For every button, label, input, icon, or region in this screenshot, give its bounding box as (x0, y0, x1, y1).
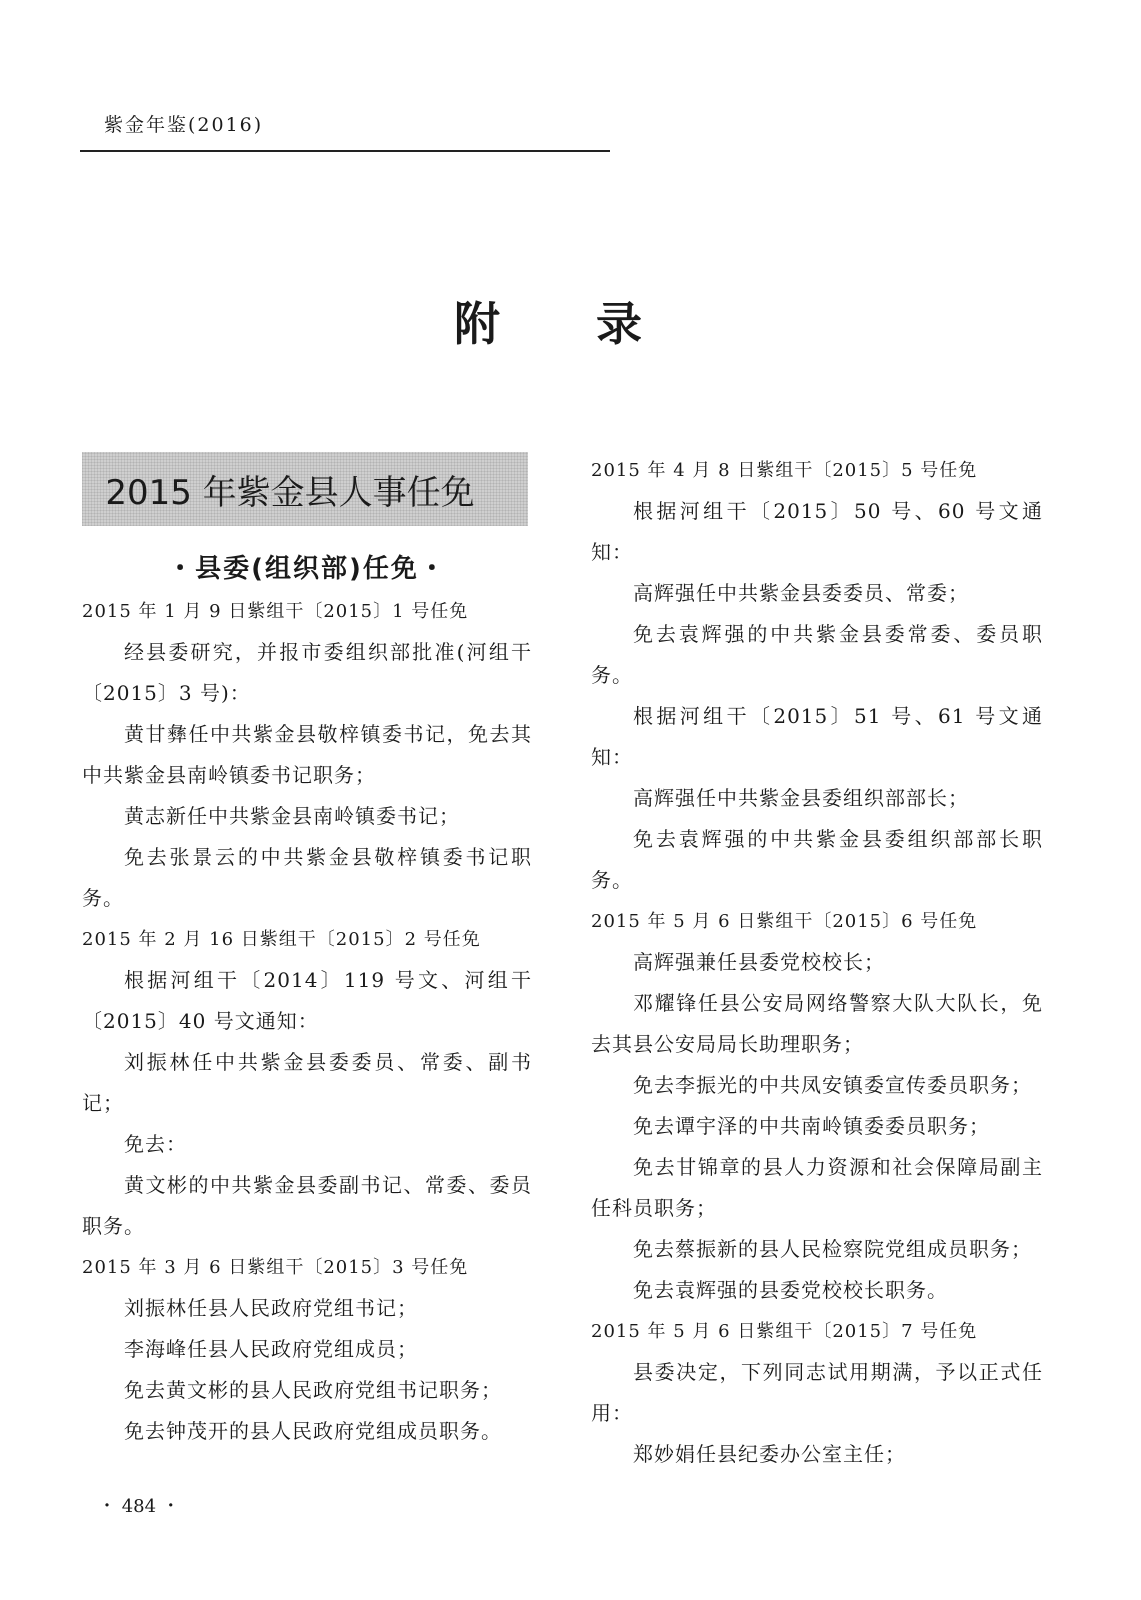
body-paragraph: 免去袁辉强的中共紫金县委常委、委员职务。 (591, 622, 1043, 687)
body-paragraph: 郑妙娟任县纪委办公室主任； (633, 1442, 906, 1466)
right-paragraphs (591, 450, 1043, 1475)
right-column (591, 450, 1043, 1475)
body-paragraph: 高辉强任中共紫金县委组织部部长； (633, 786, 969, 810)
body-paragraph: 免去袁辉强的中共紫金县委组织部部长职务。 (591, 827, 1043, 892)
document-date-line: 2015 年 4 月 8 日紫组干〔2015〕5 号任免 (591, 460, 978, 481)
left-column (82, 440, 532, 1452)
running-header: 紫金年鉴(2016) (104, 114, 264, 136)
body-paragraph: 根据河组干〔2014〕119 号文、河组干〔2015〕40 号文通知： (82, 968, 532, 1033)
body-paragraph: 免去蔡振新的县人民检察院党组成员职务； (633, 1237, 1032, 1261)
body-paragraph: 刘振林任中共紫金县委委员、常委、副书记； (82, 1050, 532, 1115)
body-paragraph: 邓耀锋任县公安局网络警察大队大队长，免去其县公安局局长助理职务； (591, 991, 1043, 1056)
body-paragraph: 黄志新任中共紫金县南岭镇委书记； (124, 804, 460, 828)
appendix-title-char-1: 附 (454, 297, 500, 351)
header-rule (80, 150, 610, 152)
body-paragraph: 经县委研究，并报市委组织部批准(河组干〔2015〕3 号)： (82, 640, 532, 705)
body-paragraph: 免去袁辉强的县委党校校长职务。 (633, 1278, 948, 1302)
body-paragraph: 高辉强兼任县委党校校长； (633, 950, 885, 974)
body-paragraph: 免去甘锦章的县人力资源和社会保障局副主任科员职务； (591, 1155, 1043, 1220)
page-number: ・ 484 ・ (98, 1496, 180, 1517)
document-date-line: 2015 年 5 月 6 日紫组干〔2015〕7 号任免 (591, 1321, 978, 1342)
document-date-line: 2015 年 2 月 16 日紫组干〔2015〕2 号任免 (82, 929, 481, 950)
section-heading: ・县委(组织部)任免・ (167, 554, 447, 584)
body-paragraph: 黄甘彝任中共紫金县敬梓镇委书记，免去其中共紫金县南岭镇委书记职务； (82, 722, 532, 787)
appendix-title (454, 288, 642, 354)
document-date-line: 2015 年 5 月 6 日紫组干〔2015〕6 号任免 (591, 911, 978, 932)
body-paragraph: 刘振林任县人民政府党组书记； (124, 1296, 418, 1320)
body-paragraph: 免去张景云的中共紫金县敬梓镇委书记职务。 (82, 845, 532, 910)
section-banner: 2015 年紫金县人事任免 (82, 452, 528, 526)
body-paragraph: 免去谭宇泽的中共南岭镇委委员职务； (633, 1114, 990, 1138)
body-paragraph: 县委决定，下列同志试用期满，予以正式任用： (591, 1360, 1043, 1425)
left-paragraphs (82, 591, 532, 1452)
body-paragraph: 根据河组干〔2015〕51 号、61 号文通知： (591, 704, 1043, 769)
body-paragraph: 免去李振光的中共凤安镇委宣传委员职务； (633, 1073, 1032, 1097)
body-paragraph: 根据河组干〔2015〕50 号、60 号文通知： (591, 499, 1043, 564)
body-paragraph: 免去黄文彬的县人民政府党组书记职务； (124, 1378, 502, 1402)
body-paragraph: 黄文彬的中共紫金县委副书记、常委、委员职务。 (82, 1173, 532, 1238)
body-paragraph: 李海峰任县人民政府党组成员； (124, 1337, 418, 1361)
document-date-line: 2015 年 1 月 9 日紫组干〔2015〕1 号任免 (82, 601, 469, 622)
body-paragraph: 高辉强任中共紫金县委委员、常委； (633, 581, 969, 605)
body-paragraph: 免去钟茂开的县人民政府党组成员职务。 (124, 1419, 502, 1443)
appendix-title-char-2: 录 (596, 297, 642, 351)
document-date-line: 2015 年 3 月 6 日紫组干〔2015〕3 号任免 (82, 1257, 469, 1278)
body-paragraph: 免去： (124, 1132, 187, 1156)
